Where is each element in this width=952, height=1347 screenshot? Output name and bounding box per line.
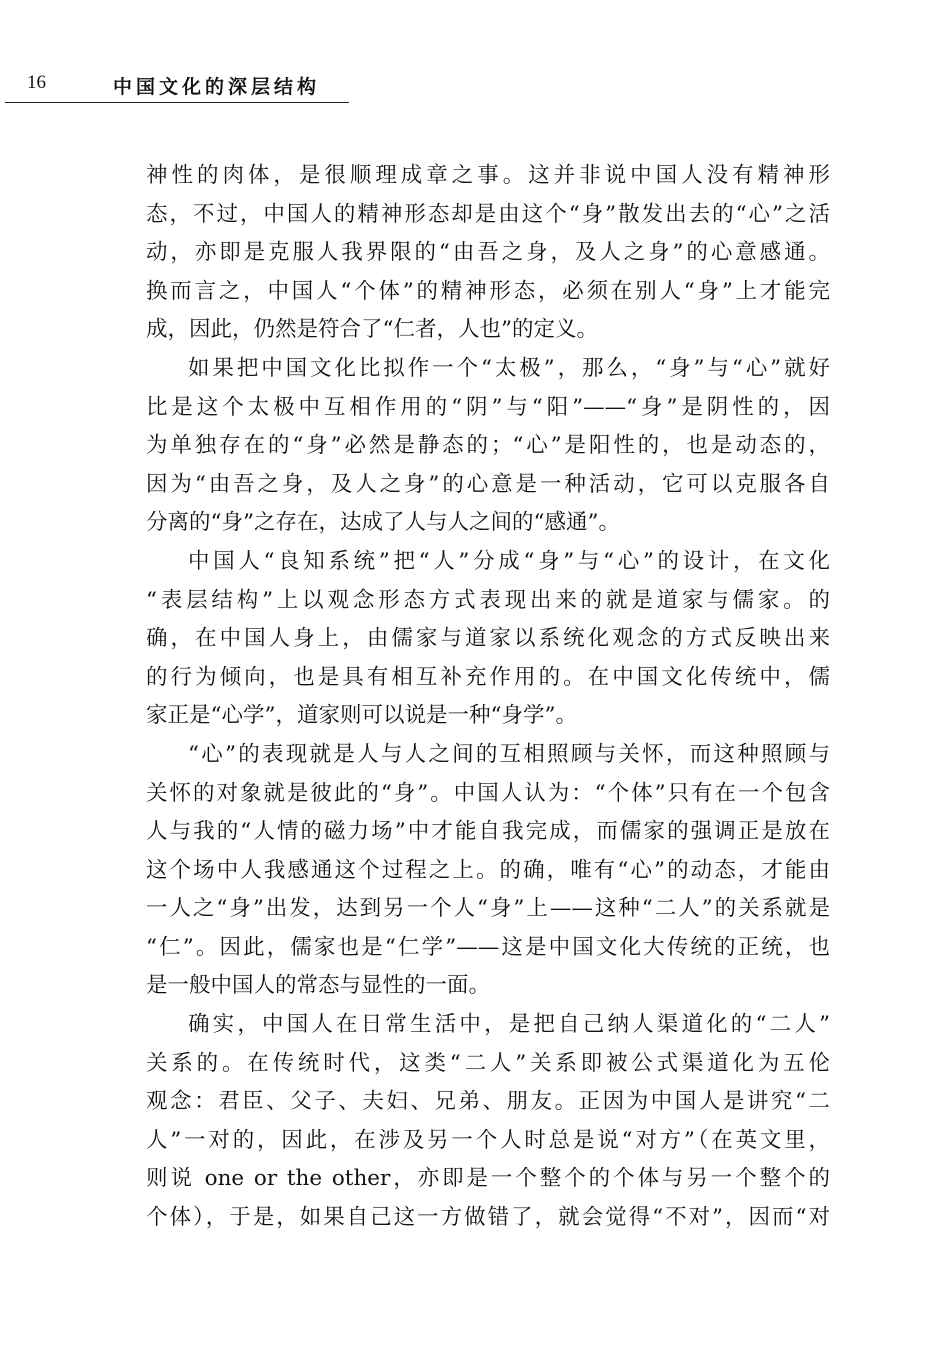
text-line: “仁”。因此，儒家也是“仁学”——这是中国文化大传统的正统，也 xyxy=(146,934,830,960)
text-line: 确实，中国人在日常生活中，是把自己纳人渠道化的“二人” xyxy=(188,1012,830,1038)
text-line: “表层结构”上以观念形态方式表现出来的就是道家与儒家。的 xyxy=(146,587,830,613)
text-line: 确，在中国人身上，由儒家与道家以系统化观念的方式反映出来 xyxy=(146,626,830,652)
header-rule xyxy=(5,102,349,103)
text-line: 神性的肉体，是很顺理成章之事。这并非说中国人没有精神形 xyxy=(146,163,830,188)
text-line: 分离的“身”之存在，达成了人与人之间的“感通”。 xyxy=(146,510,620,536)
text-line: 是一般中国人的常态与显性的一面。 xyxy=(146,973,491,999)
text-line: 为单独存在的“身”必然是静态的；“心”是阳性的，也是动态的， xyxy=(146,433,830,459)
text-line: 关怀的对象就是彼此的“身”。中国人认为：“个体”只有在一个包含 xyxy=(146,780,830,806)
text-line: 比是这个太极中互相作用的“阴”与“阳”——“身”是阴性的，因 xyxy=(146,394,830,420)
text-line: 成，因此，仍然是符合了“仁者，人也”的定义。 xyxy=(146,317,598,343)
running-title: 中国文化的深层结构 xyxy=(113,76,321,98)
body-text xyxy=(146,157,830,1238)
text-line: 这个场中人我感通这个过程之上。的确，唯有“心”的动态，才能由 xyxy=(146,857,830,883)
text-line: 换而言之，中国人“个体”的精神形态，必须在别人“身”上才能完 xyxy=(146,278,830,304)
text-line: 家正是“心学”，道家则可以说是一种“身学”。 xyxy=(146,703,577,729)
running-header xyxy=(0,68,360,104)
text-line: 如果把中国文化比拟作一个“太极”，那么，“身”与“心”就好 xyxy=(188,355,830,381)
text-line: 个体），于是，如果自己这一方做错了，就会觉得“不对”，因而“对 xyxy=(146,1205,830,1231)
text-line: 人与我的“人情的磁力场”中才能自我完成，而儒家的强调正是放在 xyxy=(146,819,830,845)
text-line: 因为“由吾之身，及人之身”的心意是一种活动，它可以克服各自 xyxy=(146,471,830,497)
text-line: 关系的。在传统时代，这类“二人”关系即被公式渠道化为五伦 xyxy=(146,1050,830,1076)
text-line: 一人之“身”出发，达到另一个人“身”上——这种“二人”的关系就是 xyxy=(146,896,830,922)
text-line: 动，亦即是克服人我界限的“由吾之身，及人之身”的心意感通。 xyxy=(146,240,830,266)
page-number: 16 xyxy=(27,72,46,93)
text-line: 态，不过，中国人的精神形态却是由这个“身”散发出去的“心”之活 xyxy=(146,201,830,227)
text-line: 中国人“良知系统”把“人”分成“身”与“心”的设计，在文化 xyxy=(188,548,830,574)
text-line: 人”一对的，因此，在涉及另一个人时总是说“对方”（在英文里， xyxy=(146,1127,830,1153)
text-line: 观念：君臣、父子、夫妇、兄弟、朋友。正因为中国人是讲究“二 xyxy=(146,1089,830,1115)
text-line: “心”的表现就是人与人之间的互相照顾与关怀，而这种照顾与 xyxy=(188,741,830,767)
text-line: 则说 one or the other，亦即是一个整个的个体与另一个整个的 xyxy=(146,1166,830,1192)
text-line: 的行为倾向，也是具有相互补充作用的。在中国文化传统中，儒 xyxy=(146,664,830,690)
